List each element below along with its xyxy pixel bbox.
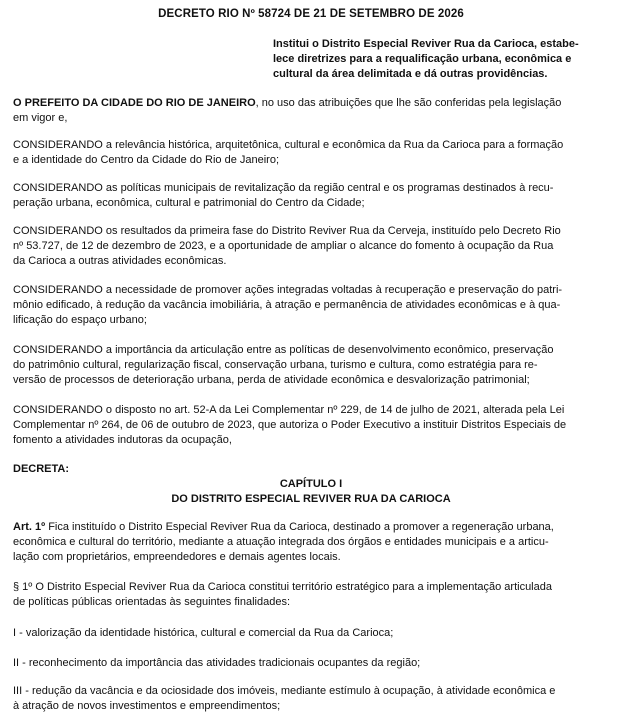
considerando-line: e a identidade do Centro da Cidade do Rio de Janeiro; bbox=[13, 154, 280, 166]
considerando-line: nº 53.727, de 12 de dezembro de 2023, e a oportunidade de ampliar o alcance do fomento à ocupação da Rua bbox=[13, 240, 554, 252]
considerando-line: do patrimônio cultural, regularização fiscal, conservação urbana, turismo e cultura, como estratégia para re- bbox=[13, 359, 538, 371]
article-label: Art. 1º bbox=[13, 521, 46, 533]
considerando-line: Complementar nº 264, de 06 de outubro de 2023, que autoriza o Poder Executivo a instituir Distritos Especiais de bbox=[13, 419, 567, 431]
considerando-line: fomento a atividades indutoras da ocupação, bbox=[13, 434, 232, 446]
chapter-title: DO DISTRITO ESPECIAL REVIVER RUA DA CARIOCA bbox=[171, 493, 451, 505]
considerando-line: da Carioca a outras atividades econômicas. bbox=[13, 255, 227, 267]
considerando-4 bbox=[13, 283, 609, 328]
preamble-authority: O PREFEITO DA CIDADE DO RIO DE JANEIRO bbox=[13, 97, 256, 109]
preamble-text: em vigor e, bbox=[13, 112, 68, 124]
considerando-2 bbox=[13, 181, 609, 211]
article-text: Fica instituído o Distrito Especial Reviver Rua da Carioca, destinado a promover a regeneração urbana, bbox=[45, 521, 554, 533]
ementa-line: cultural da área delimitada e dá outras providências. bbox=[273, 68, 548, 80]
inciso-line: I - valorização da identidade histórica, cultural e comercial da Rua da Carioca; bbox=[13, 627, 394, 639]
chapter-number: CAPÍTULO I bbox=[279, 478, 343, 490]
paragraph-1 bbox=[13, 580, 609, 610]
considerando-line: CONSIDERANDO o disposto no art. 52-A da Lei Complementar nº 229, de 14 de julho de 2021, alterada pela Lei bbox=[13, 404, 565, 416]
inciso-3 bbox=[13, 684, 609, 714]
decree-ementa bbox=[273, 37, 609, 82]
ementa-line: lece diretrizes para a requalificação urbana, econômica e bbox=[273, 53, 572, 65]
considerando-5 bbox=[13, 343, 609, 388]
ementa-line: Institui o Distrito Especial Reviver Rua da Carioca, estabe- bbox=[273, 38, 579, 50]
decreta-heading: DECRETA: bbox=[13, 463, 70, 475]
considerando-line: CONSIDERANDO os resultados da primeira fase do Distrito Reviver Rua da Cerveja, instituído pelo Decreto Rio bbox=[13, 225, 561, 237]
considerando-line: CONSIDERANDO a necessidade de promover ações integradas voltadas à recuperação e preservação do patri- bbox=[13, 284, 563, 296]
preamble bbox=[13, 96, 609, 126]
considerando-3 bbox=[13, 224, 609, 269]
considerando-line: mônio edificado, à redução da vacância imobiliária, à atração e permanência de atividades econômicas e à qua- bbox=[13, 299, 561, 311]
inciso-1 bbox=[13, 626, 609, 641]
considerando-6 bbox=[13, 403, 609, 448]
inciso-line: III - redução da vacância e da ociosidade dos imóveis, mediante estímulo à ocupação, à atividade econômica e bbox=[13, 685, 556, 697]
considerando-line: CONSIDERANDO as políticas municipais de revitalização da região central e os programas destinados à recu- bbox=[13, 182, 554, 194]
inciso-line: à atração de novos investimentos e empreendimentos; bbox=[13, 700, 281, 712]
decree-title: DECRETO RIO Nº 58724 DE 21 DE SETEMBRO DE 2026 bbox=[158, 8, 464, 20]
article-text: lação com proprietários, empreendedores e demais agentes locais. bbox=[13, 551, 341, 563]
article-1 bbox=[13, 520, 609, 565]
article-text: econômica e cultural do território, mediante a atuação integrada dos órgãos e entidades municipais e a articu- bbox=[13, 536, 549, 548]
considerando-1 bbox=[13, 138, 609, 168]
considerando-line: CONSIDERANDO a relevância histórica, arquitetônica, cultural e econômica da Rua da Carioca para a formação bbox=[13, 139, 564, 151]
considerando-line: versão de processos de deterioração urbana, perda de atividade econômica e desvalorização patrimonial; bbox=[13, 374, 530, 386]
paragraph-line: de políticas públicas orientadas às seguintes finalidades: bbox=[13, 596, 291, 608]
considerando-line: lificação do espaço urbano; bbox=[13, 314, 147, 326]
considerando-line: peração urbana, econômica, cultural e patrimonial do Centro da Cidade; bbox=[13, 197, 365, 209]
preamble-text: , no uso das atribuições que lhe são conferidas pela legislação bbox=[255, 97, 562, 109]
inciso-2 bbox=[13, 656, 609, 671]
paragraph-line: § 1º O Distrito Especial Reviver Rua da Carioca constitui território estratégico para a implementação articulada bbox=[13, 581, 552, 593]
considerando-line: CONSIDERANDO a importância da articulação entre as políticas de desenvolvimento econômico, preservação bbox=[13, 344, 554, 356]
inciso-line: II - reconhecimento da importância das atividades tradicionais ocupantes da região; bbox=[13, 657, 421, 669]
